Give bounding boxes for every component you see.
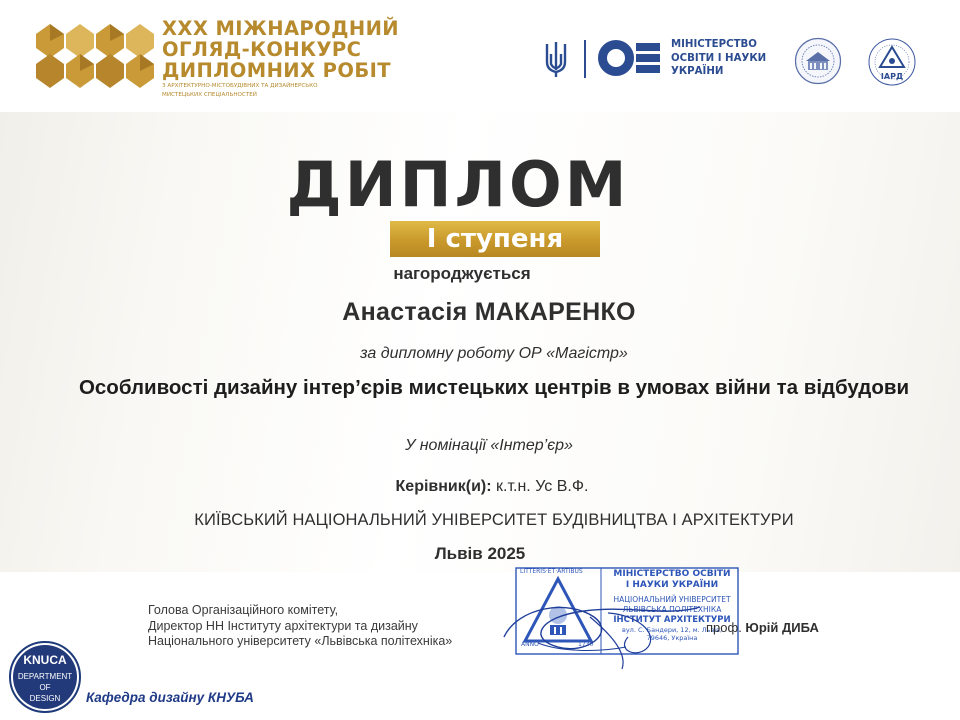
- ministry-name-line: УКРАЇНИ: [671, 66, 724, 77]
- ministry-name: [671, 38, 766, 79]
- city-year: Львів 2025: [434, 544, 526, 563]
- chair-title-line: Директор НН Інституту архітектури та дизайну: [148, 618, 418, 633]
- stamp-line: вул. С. Бандери, 12, м. Львів,: [622, 626, 722, 634]
- supervisor-label: Керівник(и):: [395, 478, 492, 495]
- chair-title-line: Голова Організаційного комітету,: [148, 603, 339, 617]
- contest-title: [162, 18, 412, 99]
- trident-icon: [544, 40, 568, 78]
- contest-title-line: XXX МІЖНАРОДНИЙ: [162, 17, 400, 40]
- iard-seal-icon: [866, 37, 918, 87]
- knuba-badge-line: DESIGN: [29, 694, 61, 703]
- university-name: КИЇВСЬКИЙ НАЦІОНАЛЬНИЙ УНІВЕРСИТЕТ БУДІВНИЦТВА І АРХІТЕКТУРИ: [194, 511, 794, 529]
- stamp-motto: LITTERIS·ET·ARTIBUS: [520, 568, 583, 575]
- contest-title-line: ОГЛЯД-КОНКУРС: [162, 38, 362, 61]
- contest-subtitle-line: МИСТЕЦЬКИХ СПЕЦІАЛЬНОСТЕЙ: [162, 92, 257, 98]
- iard-seal-label: ІАРД: [880, 72, 904, 81]
- stamp-year: 1730: [578, 641, 594, 648]
- stamp-anno: ANNO: [521, 641, 539, 648]
- supervisor-row: [12, 478, 960, 496]
- stamp-line: ЛЬВІВСЬКА ПОЛІТЕХНІКА: [622, 605, 722, 614]
- contest-title-line: ДИПЛОМНИХ РОБІТ: [162, 59, 391, 82]
- stamp-line: І НАУКИ УКРАЇНИ: [625, 580, 719, 590]
- recipient-name: Анастасія МАКАРЕНКО: [342, 298, 636, 326]
- stamp-line: МІНІСТЕРСТВО ОСВІТИ: [613, 569, 731, 579]
- work-type-label: за дипломну роботу ОР «Магістр»: [360, 345, 628, 362]
- degree-label: І ступеня: [426, 224, 564, 254]
- diploma-title: ДИПЛОМ: [286, 148, 630, 221]
- stamp-line: ІНСТИТУТ АРХІТЕКТУРИ: [613, 615, 731, 625]
- department-caption: Кафедра дизайну КНУБА: [86, 690, 254, 705]
- contest-logo-icon: [36, 24, 154, 88]
- knuba-badge-line: DEPARTMENT: [17, 672, 73, 681]
- signer-name: [706, 620, 819, 635]
- ministry-logo-icon: [598, 40, 662, 76]
- signer-prefix: проф.: [706, 620, 746, 635]
- contest-subtitle-line: З АРХІТЕКТУРНО-МІСТОБУДІВНИХ ТА ДИЗАЙНЕРСЬКО: [162, 83, 318, 89]
- knuba-badge-title: KNUCA: [23, 653, 67, 667]
- stamp-line: НАЦІОНАЛЬНИЙ УНІВЕРСИТЕТ: [613, 595, 731, 604]
- handwritten-signature: [498, 577, 708, 672]
- awarded-label: нагороджується: [393, 264, 531, 283]
- knuba-badge-line: OF: [39, 683, 51, 692]
- chair-title-line: Національного університету «Львівська політехніка»: [148, 634, 453, 648]
- ministry-divider: [584, 40, 586, 78]
- supervisor-value: к.т.н. Ус В.Ф.: [491, 478, 589, 495]
- university-seal-icon: [794, 37, 842, 85]
- signer-name-bold: Юрій ДИБА: [745, 620, 819, 635]
- stamp-line: 79646, Україна: [646, 634, 698, 642]
- knuba-badge-department: [13, 671, 77, 704]
- committee-chair-title: [148, 603, 452, 650]
- ministry-name-line: МІНІСТЕРСТВО: [671, 39, 757, 50]
- thesis-title: Особливості дизайну інтер’єрів мистецьких центрів в умовах війни та відбудови: [78, 376, 910, 399]
- nomination-label: У номінації «Інтер’єр»: [405, 437, 573, 454]
- ministry-name-line: ОСВІТИ І НАУКИ: [671, 52, 767, 64]
